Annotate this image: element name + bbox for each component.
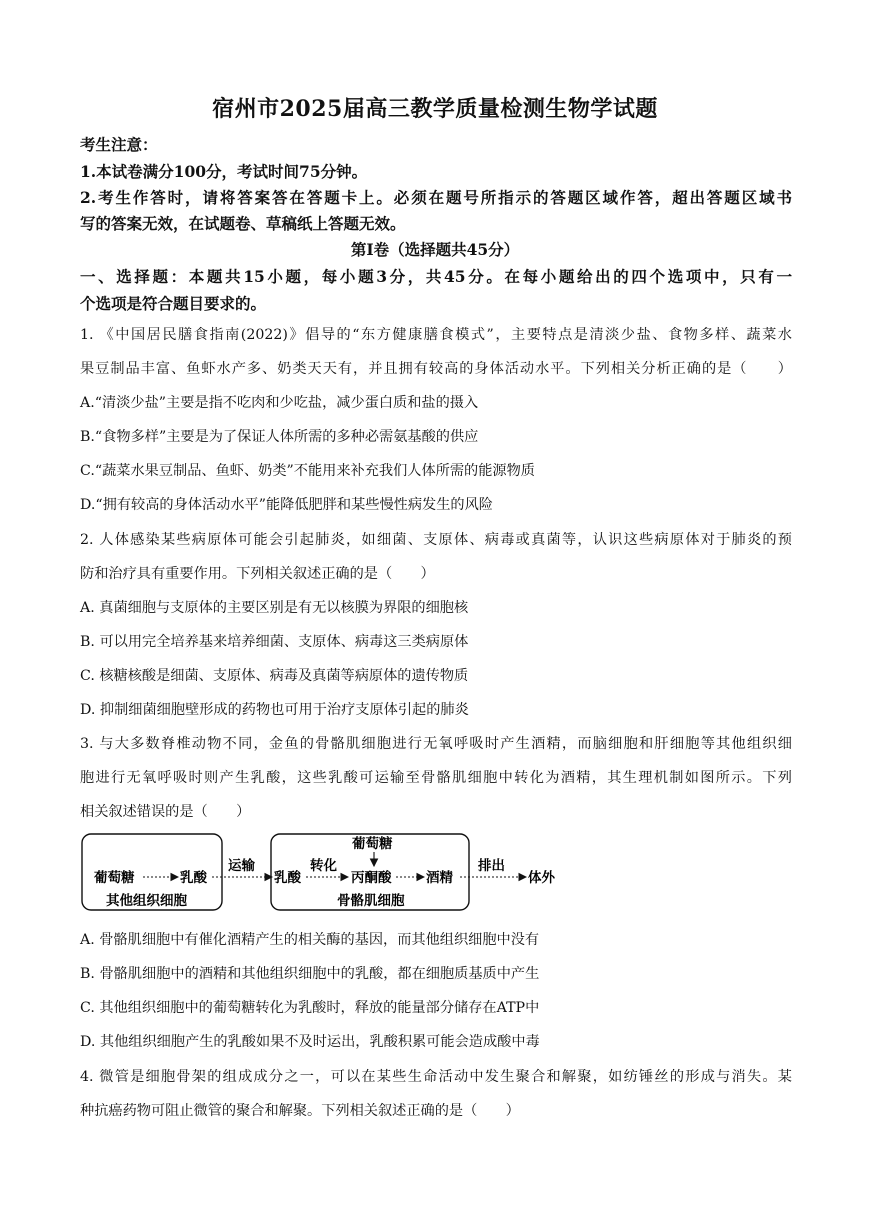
notice-item-2-line-1: 2.考生作答时，请将答案答在答题卡上。必须在题号所指示的答题区域作答，超出答题区域书	[80, 188, 792, 207]
pyruvate-label: 丙酮酸	[351, 870, 392, 886]
question-2-option-b: B. 可以用完全培养基来培养细菌、支原体、病毒这三类病原体	[80, 634, 469, 650]
question-1-stem-line-2: 果豆制品丰富、鱼虾水产多、奶类天天有，并且拥有较高的身体活动水平。下列相关分析正确的是（ ）	[80, 361, 792, 377]
question-4-stem-line-1: 4. 微管是细胞骨架的组成成分之一，可以在某些生命活动中发生聚合和解聚，如纺锤丝的形成与消失。某	[80, 1069, 792, 1085]
question-2-stem-line-2: 防和治疗具有重要作用。下列相关叙述正确的是（ ）	[80, 566, 435, 582]
section-instructions-line-2: 个选项是符合题目要求的。	[80, 294, 267, 313]
excrete-label: 排出	[478, 858, 505, 874]
right-glucose-label: 葡萄糖	[352, 836, 393, 852]
metabolism-diagram	[80, 828, 580, 918]
convert-label: 转化	[310, 858, 337, 874]
question-2-stem-line-1: 2. 人体感染某些病原体可能会引起肺炎，如细菌、支原体、病毒或真菌等，认识这些病原体对于肺炎的预	[80, 532, 792, 548]
transport-label: 运输	[228, 858, 255, 874]
page-title: 宿州市2025届高三教学质量检测生物学试题	[212, 96, 658, 122]
question-3-option-b: B. 骨骼肌细胞中的酒精和其他组织细胞中的乳酸，都在细胞质基质中产生	[80, 966, 540, 982]
notice-item-1: 1.本试卷满分100分，考试时间75分钟。	[80, 162, 368, 181]
left-glucose-label: 葡萄糖	[94, 870, 135, 886]
right-lactate-label: 乳酸	[274, 870, 301, 886]
skeletal-muscle-cell-label: 骨骼肌细胞	[337, 893, 405, 909]
question-2-option-c: C. 核糖核酸是细菌、支原体、病毒及真菌等病原体的遗传物质	[80, 668, 469, 684]
question-3-stem-line-3: 相关叙述错误的是（ ）	[80, 804, 251, 820]
question-1-option-d: D.“拥有较高的身体活动水平”能降低肥胖和某些慢性病发生的风险	[80, 497, 493, 513]
outside-label: 体外	[528, 870, 555, 886]
question-3-option-a: A. 骨骼肌细胞中有催化酒精产生的相关酶的基因，而其他组织细胞中没有	[80, 932, 540, 948]
notice-heading: 考生注意：	[80, 135, 158, 154]
question-1-option-c: C.“蔬菜水果豆制品、鱼虾、奶类”不能用来补充我们人体所需的能源物质	[80, 463, 535, 479]
ethanol-label: 酒精	[426, 870, 453, 886]
question-1-option-a: A.“清淡少盐”主要是指不吃肉和少吃盐，减少蛋白质和盐的摄入	[80, 395, 479, 411]
question-1-stem-line-1: 1. 《中国居民膳食指南(2022)》倡导的“东方健康膳食模式”，主要特点是清淡少盐、食物多样、蔬菜水	[80, 327, 792, 343]
question-3-option-d: D. 其他组织细胞产生的乳酸如果不及时运出，乳酸积累可能会造成酸中毒	[80, 1034, 540, 1050]
section-instructions-line-1: 一、选择题：本题共15小题，每小题3分，共45分。在每小题给出的四个选项中，只有一	[80, 267, 792, 286]
question-2-option-d: D. 抑制细菌细胞壁形成的药物也可用于治疗支原体引起的肺炎	[80, 702, 469, 718]
question-3-stem-line-2: 胞进行无氧呼吸时则产生乳酸，这些乳酸可运输至骨骼肌细胞中转化为酒精，其生理机制如图所示。下列	[80, 770, 792, 786]
section-heading: 第I卷（选择题共45分）	[350, 240, 520, 259]
question-3-option-c: C. 其他组织细胞中的葡萄糖转化为乳酸时，释放的能量部分储存在ATP中	[80, 1000, 540, 1016]
left-lactate-label: 乳酸	[180, 870, 207, 886]
other-tissue-cell-label: 其他组织细胞	[106, 893, 187, 909]
notice-item-2-line-2: 写的答案无效，在试题卷、草稿纸上答题无效。	[80, 214, 406, 233]
question-1-option-b: B.“食物多样”主要是为了保证人体所需的多种必需氨基酸的供应	[80, 429, 479, 445]
question-2-option-a: A. 真菌细胞与支原体的主要区别是有无以核膜为界限的细胞核	[80, 600, 469, 616]
question-4-stem-line-2: 种抗癌药物可阻止微管的聚合和解聚。下列相关叙述正确的是（ ）	[80, 1103, 520, 1119]
question-3-stem-line-1: 3. 与大多数脊椎动物不同，金鱼的骨骼肌细胞进行无氧呼吸时产生酒精，而脑细胞和肝细胞等其他组织细	[80, 736, 792, 752]
